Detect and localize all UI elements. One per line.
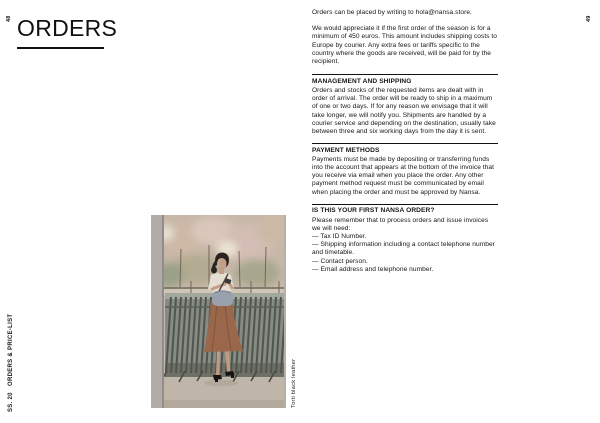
section-first-order (312, 204, 498, 274)
spine-season-label: SS. 20 (8, 392, 14, 412)
list-item: — Email address and telephone number. (312, 265, 434, 273)
section-payment-methods (312, 143, 498, 197)
section-heading: PAYMENT METHODS (312, 146, 380, 154)
minimum-order-paragraph: We would appreciate it if the first order of the season is for a minimum of 450 euros. This amount includes shipping costs to Europe by courier. Any extra fees or tariffs specific to the country where the goods are received, will be paid for by the recipient. (312, 25, 498, 66)
list-item: — Tax ID Number. (312, 232, 367, 240)
orders-info-column (312, 9, 498, 274)
page-number-right: 49 (586, 15, 592, 22)
spine-collection-label: ORDERS & PRICE-LIST (8, 313, 14, 386)
section-heading: MANAGEMENT AND SHIPPING (312, 77, 412, 85)
section-body: Payments must be made by depositing or transferring funds into the account that appears at the bottom of the invoice that you receive via email when you place the order. Any other payment method request must be communicated by email when placing the order and must be approved by Nansa. (312, 155, 495, 196)
lookbook-photo (151, 215, 286, 408)
photo-pillar (151, 215, 164, 408)
section-management-shipping (312, 74, 498, 136)
list-item: — Shipping information including a contact telephone number and timetable. (312, 241, 495, 257)
list-item: — Contact person. (312, 257, 368, 265)
title-underline (17, 47, 104, 49)
section-body: Orders and stocks of the requested items are dealt with in order of arrival. The order will be ready to ship in a maximum of one or two days. If for any reason we envisage that it will take longer, we will notify you. Shipments are handled by a courier service and depending on the destination, usually take between three and six working days from the day it is sent. (312, 86, 496, 135)
intro-paragraph: Orders can be placed by writing to hola@nansa.store. (312, 9, 472, 16)
page-number-left: 48 (6, 15, 12, 22)
section-heading: IS THIS YOUR FIRST NANSA ORDER? (312, 207, 435, 215)
requirements-list (312, 233, 498, 274)
photo-woman-by-barriers (151, 215, 286, 408)
section-body: Please remember that to process orders and issue invoices we will need: (312, 216, 489, 232)
photo-caption: Torti black leather (291, 358, 297, 408)
page-title: ORDERS (17, 15, 118, 41)
